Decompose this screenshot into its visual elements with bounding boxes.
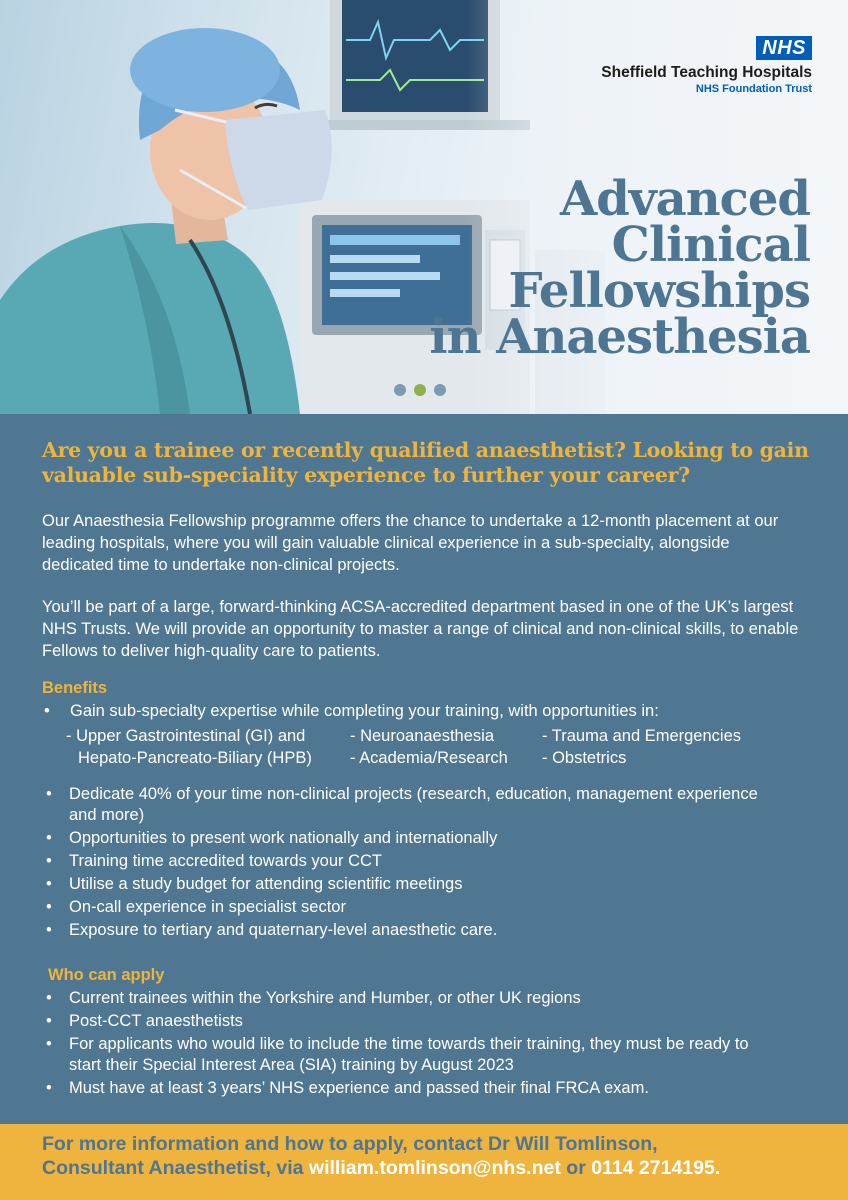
benefit-item — [44, 897, 784, 918]
intro-headline: Are you a trainee or recently qualified anaesthetist? Looking to gain valuable sub-speciality experience to further your career? — [42, 438, 809, 487]
organisation-name: Sheffield Teaching Hospitals — [601, 64, 812, 81]
benefits-heading: Benefits — [42, 679, 108, 697]
bullet-icon: • — [46, 1012, 52, 1030]
contact-info — [42, 1132, 832, 1180]
subspecialty-item: - Neuroanaesthesia — [350, 727, 495, 745]
benefit-text: Exposure to tertiary and quaternary-level anaesthetic care. — [69, 921, 498, 939]
title-line: in Anaesthesia — [429, 309, 810, 365]
nhs-logo: NHS — [756, 36, 812, 60]
benefit-text: Training time accredited towards your CCT — [69, 852, 383, 870]
eligibility-text: Current trainees within the Yorkshire and Humber, or other UK regions — [69, 989, 581, 1007]
bullet-icon: • — [46, 875, 52, 893]
subspecialty-item: - Upper Gastrointestinal (GI) and — [66, 727, 306, 745]
bullet-icon: • — [46, 829, 52, 847]
benefit-text: Gain sub-specialty expertise while completing your training, with opportunities in: — [70, 702, 659, 720]
who-can-apply-heading: Who can apply — [48, 966, 165, 984]
bullet-icon: • — [44, 702, 50, 720]
eligibility-item — [44, 1011, 784, 1032]
eligibility-text: For applicants who would like to include the time towards their training, they must be ready to start their Special Interest Area (SIA) training by August 2023 — [69, 1035, 749, 1074]
benefit-item — [44, 874, 784, 895]
title-line: Fellowships — [508, 263, 810, 319]
bullet-icon: • — [46, 989, 52, 1007]
benefit-text: On-call experience in specialist sector — [69, 898, 346, 916]
content-panel — [0, 414, 848, 1124]
title-line: Advanced — [559, 171, 810, 227]
contact-footer — [0, 1124, 848, 1200]
benefit-text: Utilise a study budget for attending scientific meetings — [69, 875, 463, 893]
nhs-branding — [601, 36, 812, 95]
eligibility-text: Post-CCT anaesthetists — [69, 1012, 243, 1030]
phone-link[interactable]: 0114 2714195. — [591, 1157, 721, 1179]
subspecialty-item: - Obstetrics — [542, 749, 627, 767]
benefit-item — [44, 784, 784, 826]
subspecialty-item: Hepato-Pancreato-Biliary (HPB) — [78, 749, 312, 767]
contact-line: For more information and how to apply, contact Dr Will Tomlinson, — [42, 1133, 658, 1155]
contact-line — [42, 1156, 832, 1180]
benefit-text: Dedicate 40% of your time non-clinical projects (research, education, management experience and more) — [69, 785, 758, 824]
email-link[interactable]: william.tomlinson@nhs.net — [308, 1157, 561, 1179]
bullet-icon: • — [46, 1079, 52, 1097]
benefit-item — [44, 828, 784, 849]
intro-paragraph: Our Anaesthesia Fellowship programme offers the chance to undertake a 12-month placement at our leading hospitals, where you will gain valuable clinical experience in a sub-specialty, alongside dedicated time to undertake non-clinical projects. — [42, 512, 779, 574]
intro-paragraph: You’ll be part of a large, forward-thinking ACSA-accredited department based in one of the UK’s largest NHS Trusts. We will provide an opportunity to master a range of clinical and non-clinical skills, to enable Fellows to deliver high-quality care to patients. — [42, 598, 799, 660]
benefit-text: Opportunities to present work nationally and internationally — [69, 829, 498, 847]
subspecialty-item: - Academia/Research — [350, 749, 508, 767]
page-title — [380, 171, 810, 365]
contact-prefix: Consultant Anaesthetist, via — [42, 1157, 309, 1179]
contact-separator: or — [560, 1157, 592, 1179]
subspecialty-column — [350, 725, 508, 769]
benefit-item — [44, 920, 784, 941]
eligibility-item — [44, 988, 784, 1009]
bullet-icon: • — [46, 785, 52, 803]
hero-banner — [0, 0, 848, 414]
eligibility-item — [44, 1078, 784, 1099]
title-line: Clinical — [611, 217, 810, 273]
trust-name: NHS Foundation Trust — [695, 83, 812, 95]
benefit-item — [44, 851, 784, 872]
subspecialty-column — [542, 725, 741, 769]
eligibility-text: Must have at least 3 years’ NHS experience and passed their final FRCA exam. — [69, 1079, 649, 1097]
subspecialty-column — [66, 725, 312, 769]
bullet-icon: • — [46, 898, 52, 916]
bullet-icon: • — [46, 921, 52, 939]
subspecialty-item: - Trauma and Emergencies — [542, 727, 742, 745]
benefit-item — [42, 701, 782, 722]
bullet-icon: • — [46, 852, 52, 870]
bullet-icon: • — [46, 1035, 52, 1053]
eligibility-item — [44, 1034, 764, 1076]
